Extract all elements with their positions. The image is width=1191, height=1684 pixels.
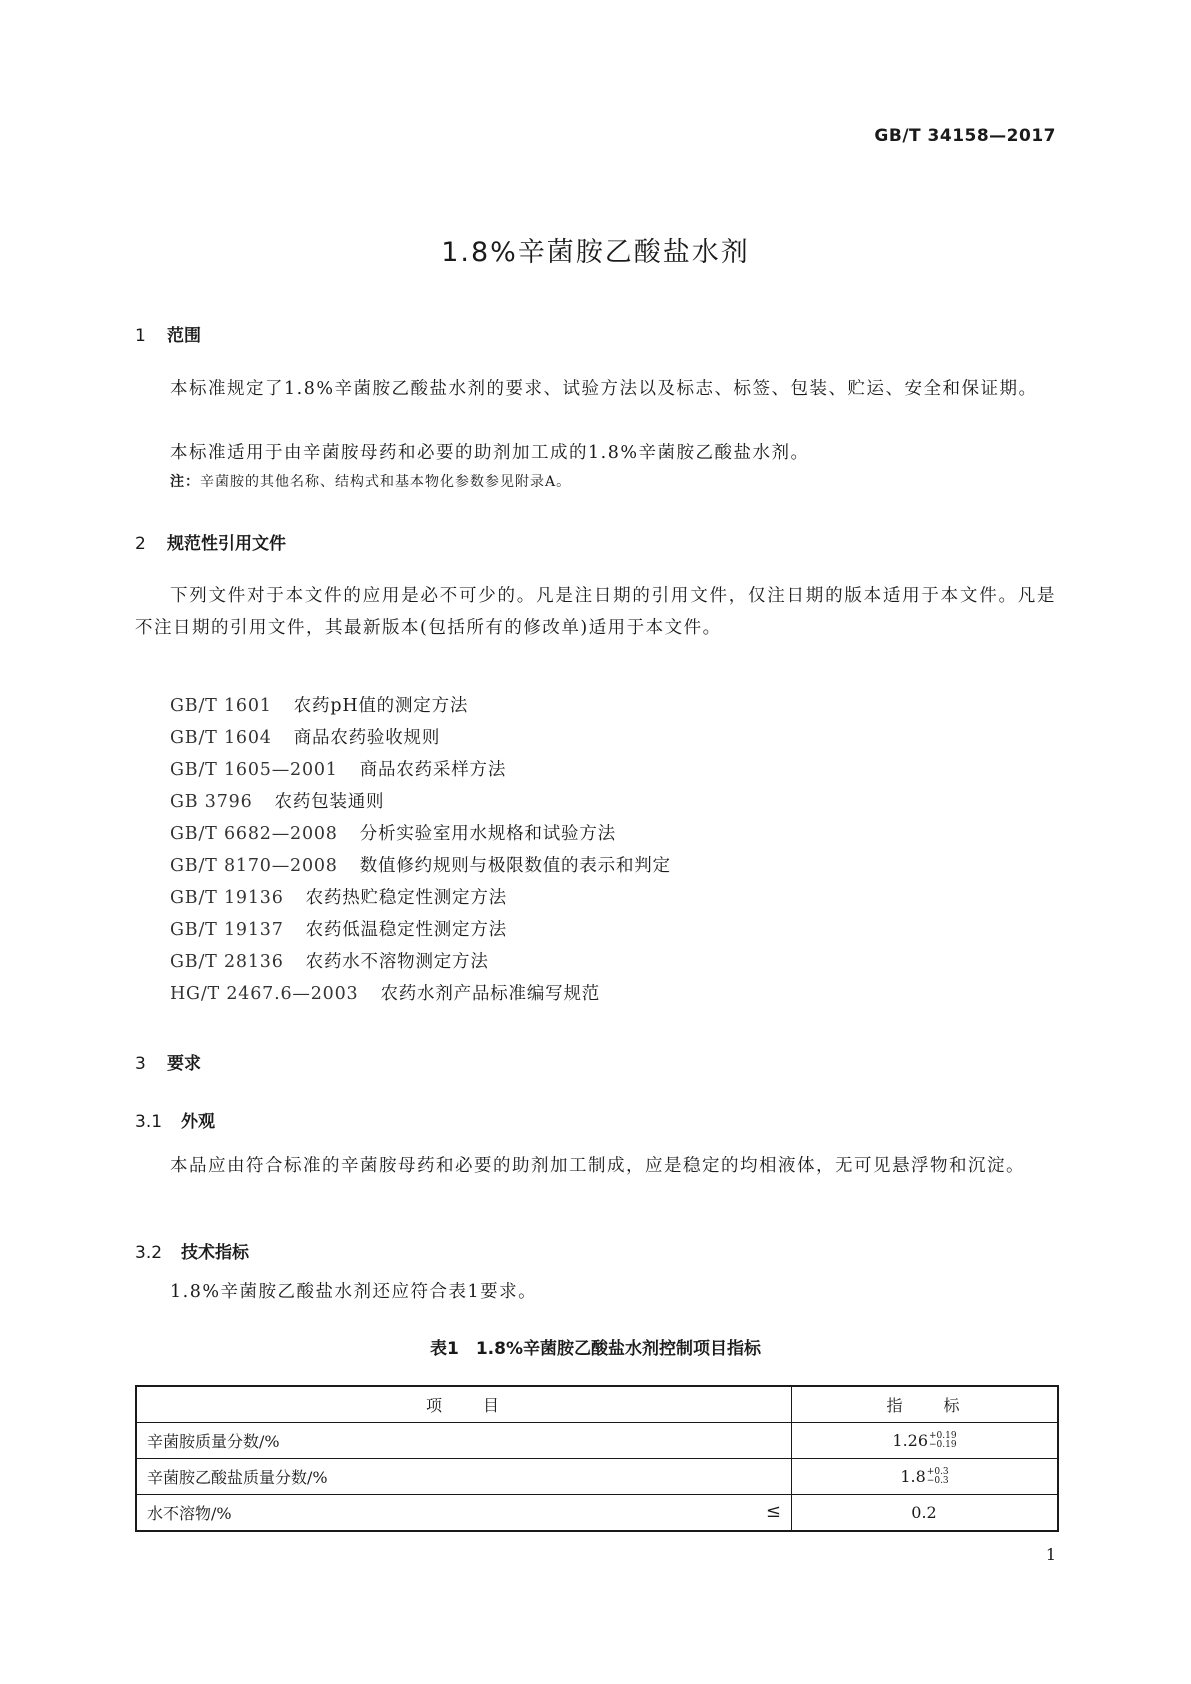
reference-code: GB/T 1605—2001 xyxy=(170,760,338,780)
section-number: 3 xyxy=(135,1054,146,1074)
reference-title: 商品农药采样方法 xyxy=(359,760,507,780)
spec-table xyxy=(135,1385,1059,1532)
reference-title: 农药pH值的测定方法 xyxy=(293,696,469,716)
section-3-2-paragraph: 1.8%辛菌胺乙酸盐水剂还应符合表1要求。 xyxy=(170,1282,538,1302)
row-value: 0.2 xyxy=(911,1503,937,1522)
section-number: 3.2 xyxy=(135,1243,163,1263)
section-number: 3.1 xyxy=(135,1112,163,1132)
tolerance xyxy=(927,1468,949,1486)
reference-title: 农药包装通则 xyxy=(274,792,385,812)
row-item-label: 辛菌胺质量分数/% xyxy=(147,1432,280,1451)
row-item-label: 辛菌胺乙酸盐质量分数/% xyxy=(147,1468,328,1487)
reference-code: GB 3796 xyxy=(170,792,253,812)
reference-item xyxy=(170,786,671,818)
leq-symbol: ≤ xyxy=(765,1501,781,1522)
row-value-cell xyxy=(792,1423,1059,1459)
section-3-1-heading xyxy=(135,1107,215,1132)
reference-title: 分析实验室用水规格和试验方法 xyxy=(359,824,616,844)
row-value-cell xyxy=(792,1459,1059,1495)
reference-item xyxy=(170,850,671,882)
section-title: 要求 xyxy=(167,1054,201,1074)
row-value-cell xyxy=(792,1495,1059,1532)
table-row xyxy=(136,1423,1058,1459)
reference-item xyxy=(170,882,671,914)
reference-code: GB/T 19137 xyxy=(170,920,284,940)
reference-code: GB/T 19136 xyxy=(170,888,284,908)
page-number: 1 xyxy=(1045,1545,1056,1564)
section-2-paragraph: 下列文件对于本文件的应用是必不可少的。凡是注日期的引用文件，仅注日期的版本适用于本文件。凡是不注日期的引用文件，其最新版本(包括所有的修改单)适用于本文件。 xyxy=(135,586,1056,638)
section-number: 2 xyxy=(135,534,146,554)
row-item-cell xyxy=(136,1459,792,1495)
tolerance-upper: +0.3 xyxy=(926,1467,949,1478)
section-1-note xyxy=(170,471,571,491)
section-3-1-paragraph: 本品应由符合标准的辛菌胺母药和必要的助剂加工制成，应是稳定的均相液体，无可见悬浮物和沉淀。 xyxy=(170,1156,1025,1176)
section-1-paragraph-2: 本标准适用于由辛菌胺母药和必要的助剂加工成的1.8%辛菌胺乙酸盐水剂。 xyxy=(170,443,810,463)
reference-list xyxy=(170,690,671,1010)
table-caption: 表1 1.8%辛菌胺乙酸盐水剂控制项目指标 xyxy=(430,1339,761,1359)
table-row xyxy=(136,1495,1058,1532)
row-item-label: 水不溶物/% xyxy=(147,1504,232,1523)
reference-item xyxy=(170,946,671,978)
reference-item xyxy=(170,914,671,946)
reference-item xyxy=(170,690,671,722)
reference-code: GB/T 28136 xyxy=(170,952,284,972)
section-number: 1 xyxy=(135,326,146,346)
reference-item xyxy=(170,722,671,754)
reference-code: HG/T 2467.6—2003 xyxy=(170,984,359,1004)
tolerance-lower: −0.19 xyxy=(929,1440,957,1451)
row-item-cell xyxy=(136,1495,792,1532)
section-3-heading xyxy=(135,1049,201,1074)
row-value: 1.26 xyxy=(892,1430,929,1450)
reference-code: GB/T 1604 xyxy=(170,728,272,748)
section-1-paragraph-1: 本标准规定了1.8%辛菌胺乙酸盐水剂的要求、试验方法以及标志、标签、包装、贮运、安全和保证期。 xyxy=(170,379,1038,399)
reference-title: 农药水剂产品标准编写规范 xyxy=(380,984,601,1004)
tolerance-lower: −0.3 xyxy=(926,1476,949,1487)
reference-item xyxy=(170,754,671,786)
table-header-row xyxy=(136,1386,1058,1423)
reference-code: GB/T 6682—2008 xyxy=(170,824,338,844)
reference-title: 商品农药验收规则 xyxy=(293,728,441,748)
tolerance xyxy=(929,1432,957,1450)
reference-title: 农药水不溶物测定方法 xyxy=(305,952,489,972)
reference-item xyxy=(170,818,671,850)
section-title: 技术指标 xyxy=(181,1243,249,1263)
column-header-value: 指 标 xyxy=(792,1386,1059,1423)
reference-item xyxy=(170,978,671,1010)
reference-code: GB/T 1601 xyxy=(170,696,272,716)
column-header-item: 项 目 xyxy=(136,1386,792,1423)
row-item-cell xyxy=(136,1423,792,1459)
reference-title: 农药低温稳定性测定方法 xyxy=(305,920,507,940)
document-title: 1.8%辛菌胺乙酸盐水剂 xyxy=(441,237,750,268)
table-row xyxy=(136,1459,1058,1495)
section-title: 规范性引用文件 xyxy=(167,534,286,554)
reference-title: 数值修约规则与极限数值的表示和判定 xyxy=(359,856,671,876)
tolerance-upper: +0.19 xyxy=(929,1431,957,1442)
reference-code: GB/T 8170—2008 xyxy=(170,856,338,876)
standard-code: GB/T 34158—2017 xyxy=(874,126,1056,146)
section-3-2-heading xyxy=(135,1238,249,1263)
reference-title: 农药热贮稳定性测定方法 xyxy=(305,888,507,908)
section-1-heading xyxy=(135,321,201,346)
note-label: 注： xyxy=(170,474,200,490)
section-title: 外观 xyxy=(181,1112,215,1132)
note-text: 辛菌胺的其他名称、结构式和基本物化参数参见附录A。 xyxy=(200,474,572,490)
section-2-heading xyxy=(135,529,286,554)
row-value: 1.8 xyxy=(900,1466,926,1486)
section-title: 范围 xyxy=(167,326,201,346)
